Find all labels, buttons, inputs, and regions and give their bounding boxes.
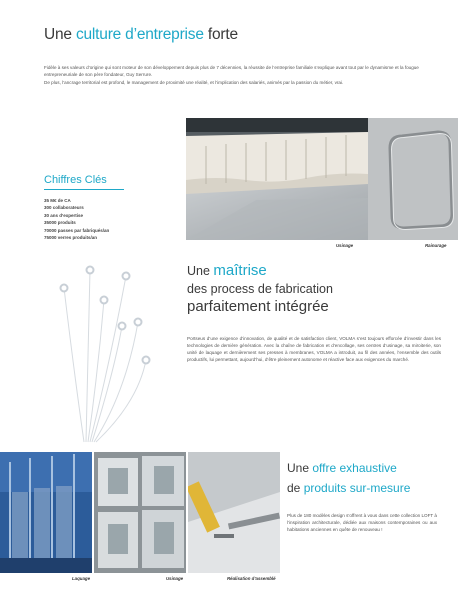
heading-line: parfaitement intégrée: [187, 298, 329, 315]
heading-text: forte: [203, 26, 238, 43]
heading-line: [287, 478, 410, 498]
key-figure-item: 35000 produits: [44, 220, 76, 226]
section-heading-culture: [44, 26, 238, 44]
intro-paragraph: De plus, l’ancrage territorial est profond, le management de proximité une réalité, et l’implication des salariés, animés par la passion du métier, vrai.: [44, 79, 344, 85]
section-heading-offre: [287, 458, 410, 498]
key-figure-item: 30 ans d’expertise: [44, 212, 84, 218]
caption-laquage: Laquage: [72, 576, 91, 581]
heading-accent: produits sur-mesure: [303, 481, 411, 495]
photo-assembly-detail: [188, 452, 280, 573]
offer-paragraph: Plus de 180 modèles design s’offrent à vous dans cette collection LOFT à l’inspiration architecturale, dédiée aux maisons contemporaines ou aux habitations anciennes en quête de renouveau !: [287, 513, 437, 532]
heading-line: [287, 458, 410, 478]
key-figure-item: 35 M€ de CA: [44, 198, 71, 203]
heading-line: [187, 262, 333, 280]
key-figures-title: Chiffres Clés: [44, 174, 107, 186]
heading-line: des process de fabrication: [187, 282, 333, 296]
caption-rainurage: Rainurage: [425, 243, 447, 248]
key-figure-item: 70000 passes par fabriqués/an: [44, 227, 110, 233]
caption-usinage-bottom: Usinage: [166, 576, 184, 581]
heading-text: Une: [44, 26, 76, 43]
heading-text: Une: [187, 264, 214, 278]
photo-laquage-line: [0, 452, 92, 573]
intro-paragraphs: [44, 65, 424, 87]
heading-text: de: [287, 481, 304, 495]
heading-accent: offre exhaustive: [312, 461, 397, 475]
photo-usinage-machine: [186, 118, 368, 240]
photo-usinage-panels: [94, 452, 186, 573]
photo-rainurage-groove: [368, 118, 458, 240]
section-heading-maitrise: [187, 262, 333, 316]
key-figures-underline: [44, 189, 124, 190]
key-figure-item: 75000 verres produits/an: [44, 235, 98, 241]
intro-paragraph: Fidèle à ses valeurs d’origine qui sont moteur de son développement depuis plus de 7 décennies, la réussite de l’entreprise familiale s’explique avant tout par le dynamisme et la fougue entrepreneuriale de son père fondateur, Guy Serrure.: [44, 65, 419, 77]
heading-text: Une: [287, 461, 313, 475]
key-figures-list: [44, 197, 109, 241]
decorative-dots-lines: [14, 252, 174, 452]
caption-realisation: Réalisation d’assemblé: [227, 576, 276, 581]
caption-usinage: Usinage: [336, 243, 354, 248]
key-figure-item: 300 collaborateurs: [44, 205, 84, 211]
heading-accent: maîtrise: [213, 262, 267, 279]
process-paragraph: Portseus d’une exigence d’innovation, de qualité et de satisfaction client, VOLMA s’est toujours efforcée d’investir dans les technologies de dernière génération. Avec la chaîne de fabrication et d’encollage, ses centres d’usinage, sa miroiterie, son unité de laquage et dernièrement ses presses à membranes, VOLMA a introduit, au fil des années, l’ensemble des outils productifs, lui permettant, aujourd’hui, d’être pleinement autonome et réactive face aux exigences du marché.: [187, 336, 441, 362]
heading-accent: culture d’entreprise: [75, 26, 204, 43]
